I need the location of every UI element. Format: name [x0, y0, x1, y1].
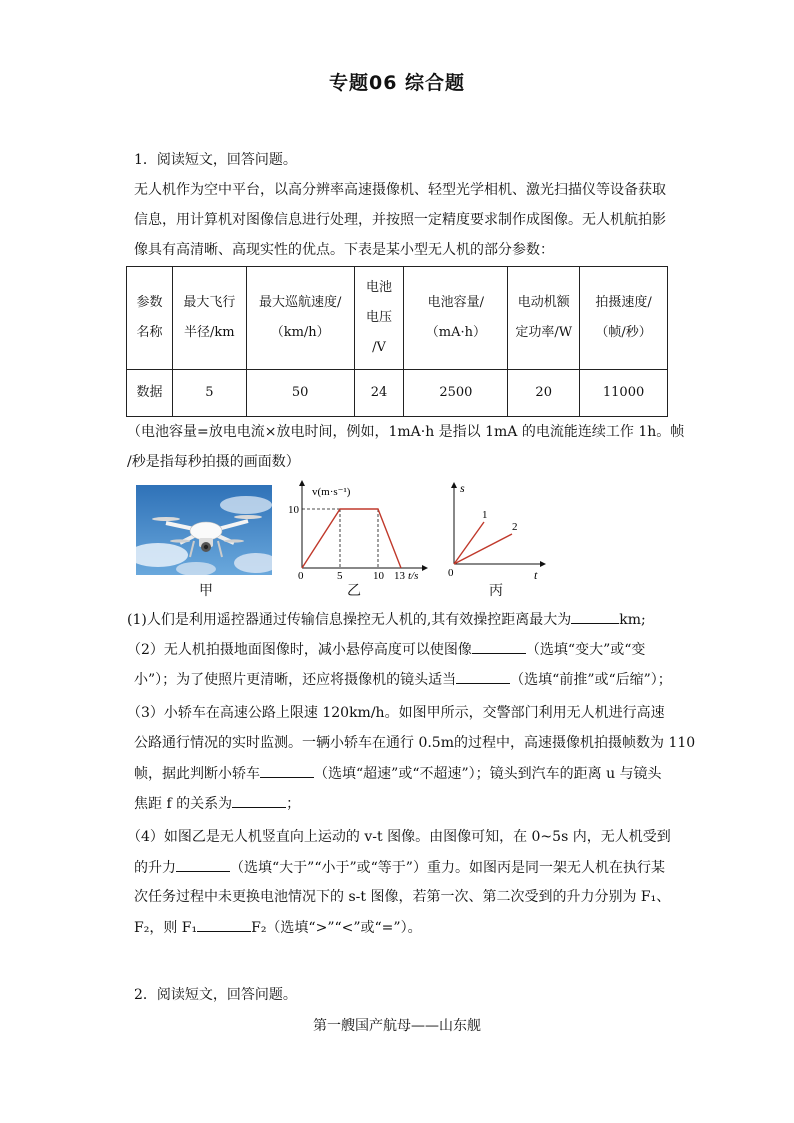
vt-graph: [288, 478, 428, 582]
answer-blank[interactable]: [176, 857, 230, 872]
st-line-1-label: 1: [482, 509, 488, 521]
vt-x-tick: 10: [373, 570, 384, 582]
table-header-row: [127, 267, 668, 370]
parameter-table: [126, 266, 668, 417]
table-header-cell: 电池 电压 /V: [354, 267, 404, 370]
note-line-1: （电池容量=放电电流×放电时间，例如，1mA·h 是指以 1mA 的电流能连续工作 1h。帧: [127, 424, 685, 440]
answer-blank[interactable]: [571, 609, 619, 624]
vt-y-tick: 10: [288, 504, 299, 516]
table-header-cell: 拍摄速度/ （帧/秒）: [580, 267, 668, 370]
drone-photo: [136, 485, 272, 575]
table-cell: 2500: [404, 370, 508, 417]
intro-line-1: 无人机作为空中平台，以高分辨率高速摄像机、轻型光学相机、激光扫描仪等设备获取: [134, 182, 666, 198]
part-4-line-c: 次任务过程中未更换电池情况下的 s-t 图像，若第一次、第二次受到的升力分别为 F₁、: [134, 889, 671, 905]
page-title: 专题06 综合题: [328, 72, 466, 94]
part-3-line-a: （3）小轿车在高速公路上限速 120km/h。如图甲所示，交警部门利用无人机进行高速: [127, 705, 665, 721]
part-3-line-b: 公路通行情况的实时监测。一辆小轿车在通行 0.5m的过程中，高速摄像机拍摄帧数为 110: [134, 735, 696, 751]
figure-label-yi: 乙: [347, 583, 361, 599]
note-line-2: /秒是指每秒拍摄的画面数）: [127, 454, 300, 470]
st-y-axis-label: s: [460, 481, 465, 495]
table-cell: 24: [354, 370, 404, 417]
question-2-heading: 2．阅读短文，回答问题。: [134, 987, 297, 1003]
figure-label-jia: 甲: [199, 583, 213, 599]
part-4-line-b: 的升力 （选填“大于”“小于”或“等于”）重力。如图丙是同一架无人机在执行某: [134, 857, 665, 878]
table-cell: 50: [246, 370, 354, 417]
table-header-cell: 电动机额 定功率/W: [508, 267, 580, 370]
table-cell: 11000: [580, 370, 668, 417]
st-origin: 0: [448, 567, 454, 579]
table-header-cell: 最大巡航速度/ （km/h）: [246, 267, 354, 370]
answer-blank[interactable]: [260, 763, 314, 778]
question-2-subtitle: 第一艘国产航母——山东舰: [313, 1018, 481, 1034]
table-header-cell: 参数 名称: [127, 267, 173, 370]
intro-line-3: 像具有高清晰、高现实性的优点。下表是某小型无人机的部分参数：: [134, 242, 554, 258]
part-3-line-c: 帧，据此判断小轿车 （选填“超速”或“不超速”）；镜头到汽车的距离 u 与镜头: [134, 763, 662, 784]
part-1-line: (1)人们是利用遥控器通过传输信息操控无人机的,其有效操控距离最大为 km;: [127, 609, 646, 630]
intro-line-2: 信息，用计算机对图像信息进行处理，并按照一定精度要求制作成图像。无人机航拍影: [134, 212, 666, 228]
table-header-cell: 最大飞行 半径/km: [172, 267, 246, 370]
part-3-line-d: 焦距 f 的关系为 ；: [134, 793, 300, 814]
vt-x-tick: 13: [394, 570, 405, 582]
table-cell: 5: [172, 370, 246, 417]
table-cell: 数据: [127, 370, 173, 417]
answer-blank[interactable]: [197, 917, 251, 932]
vt-y-axis-label: v(m·s⁻¹): [312, 486, 351, 498]
figure-label-bing: 丙: [489, 583, 503, 599]
answer-blank[interactable]: [472, 639, 526, 654]
part-4-line-d: F₂，则 F₁ F₂（选填“>”“<”或“=”）。: [134, 917, 422, 938]
answer-blank[interactable]: [232, 793, 286, 808]
part-4-line-a: （4）如图乙是无人机竖直向上运动的 v-t 图像。由图像可知，在 0~5s 内，无人机受到: [127, 829, 671, 845]
answer-blank[interactable]: [456, 669, 510, 684]
st-x-axis-label: t: [534, 568, 538, 582]
part-2-line-b: 小”）；为了使照片更清晰，还应将摄像机的镜头适当 （选填“前推”或“后缩”）；: [134, 669, 672, 690]
table-cell: 20: [508, 370, 580, 417]
st-line-2-label: 2: [512, 521, 518, 533]
vt-x-tick: 5: [337, 570, 343, 582]
vt-origin: 0: [298, 570, 304, 582]
table-header-cell: 电池容量/ （mA·h）: [404, 267, 508, 370]
vt-x-axis-label: t/s: [408, 570, 419, 582]
st-graph: [440, 478, 550, 582]
question-1-heading: 1．阅读短文，回答问题。: [134, 152, 297, 168]
part-2-line-a: （2）无人机拍摄地面图像时，减小悬停高度可以使图像 （选填“变大”或“变: [127, 639, 645, 660]
table-data-row: [127, 370, 668, 417]
